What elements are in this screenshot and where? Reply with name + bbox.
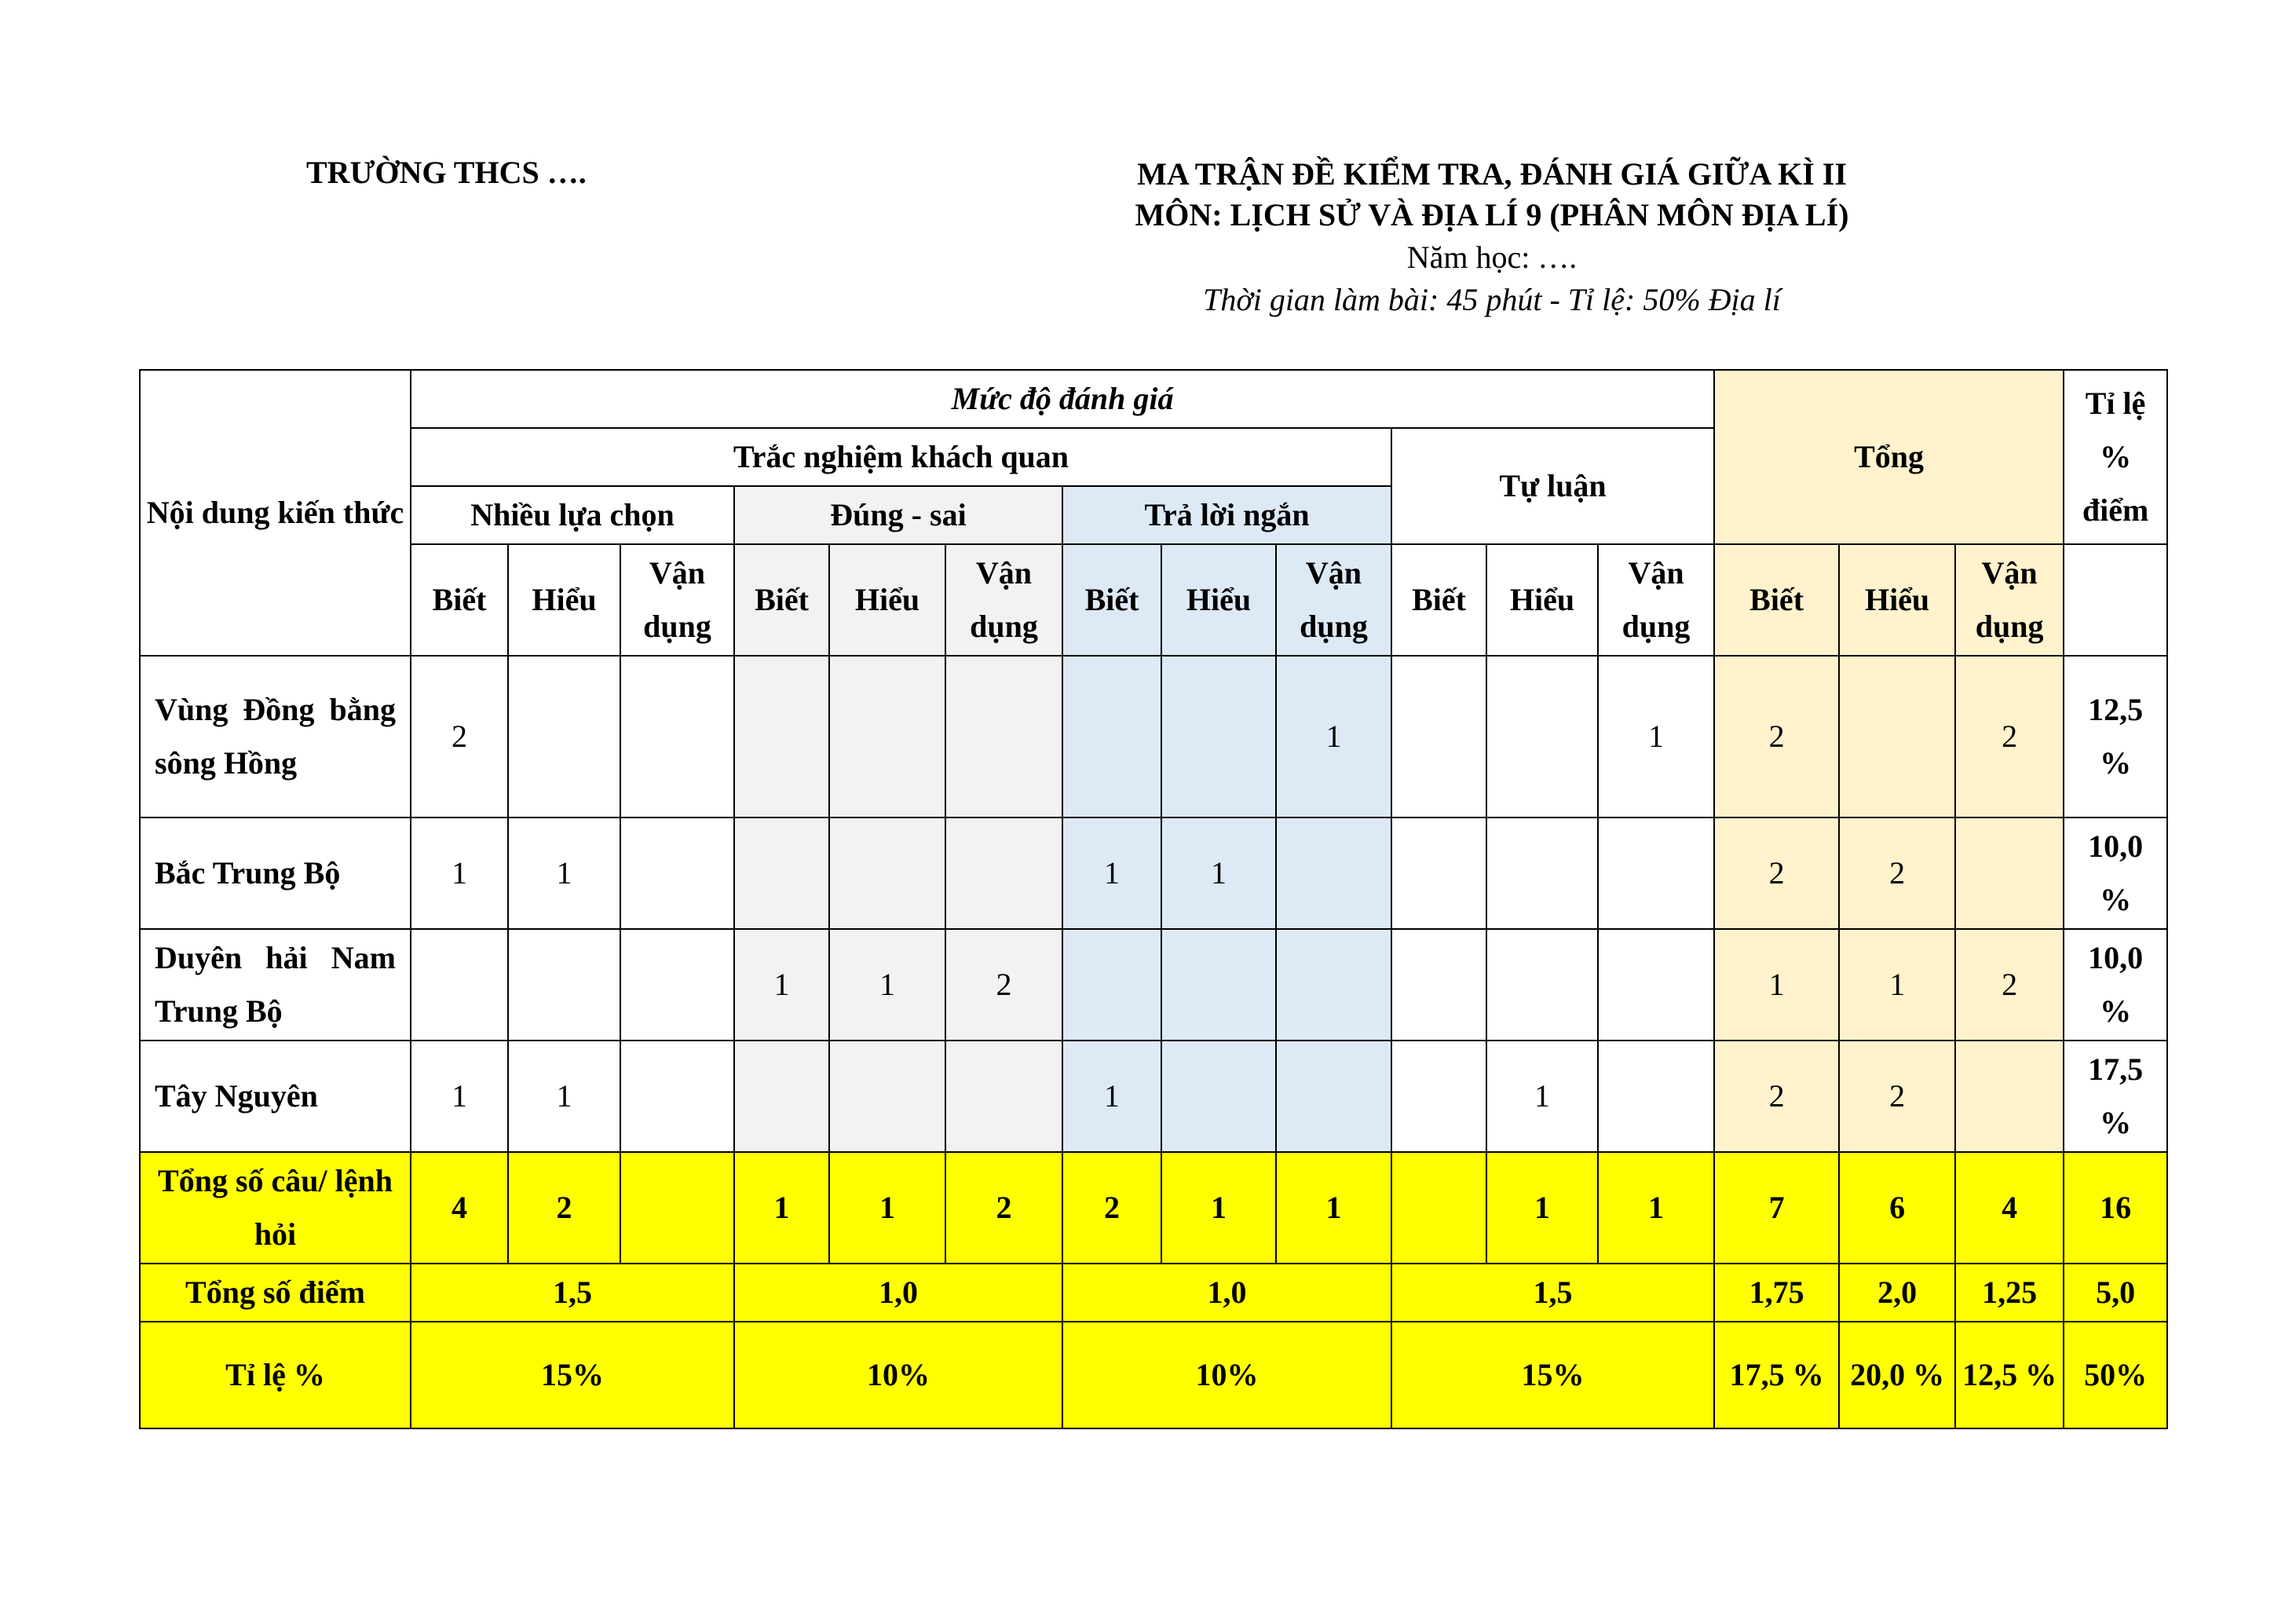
level-cell: Vận dụng	[1276, 544, 1391, 656]
value-cell: 1	[1276, 656, 1391, 817]
ratio-cell: 12,5 %	[2064, 656, 2167, 817]
level-cell: Vận dụng	[1955, 544, 2064, 656]
percent-ratio: 50%	[2064, 1322, 2167, 1428]
header-row-1	[140, 370, 2167, 428]
value-cell	[620, 1041, 734, 1152]
level-cell: Vận dụng	[945, 544, 1062, 656]
value-cell: 2	[1714, 1041, 1839, 1152]
sum-questions-row	[140, 1152, 2167, 1264]
assessment-matrix-table	[139, 369, 2168, 1429]
sum-ratio-cell: 16	[2064, 1152, 2167, 1264]
sum-cell: 2	[1062, 1152, 1161, 1264]
value-cell	[620, 817, 734, 929]
sum-cell: 7	[1714, 1152, 1839, 1264]
school-year: Năm học: ….	[1406, 240, 1578, 275]
percent-total-hieu: 20,0 %	[1839, 1322, 1955, 1428]
value-cell	[620, 656, 734, 817]
value-cell: 1	[1839, 929, 1955, 1041]
value-cell	[1161, 656, 1276, 817]
value-cell	[1276, 1041, 1391, 1152]
value-cell: 1	[1598, 656, 1714, 817]
value-cell	[1598, 817, 1714, 929]
value-cell: 2	[1714, 817, 1839, 929]
value-cell	[1062, 656, 1161, 817]
value-cell: 1	[1486, 1041, 1598, 1152]
sum-cell: 1	[734, 1152, 829, 1264]
value-cell	[1955, 1041, 2064, 1152]
table-row	[140, 817, 2167, 929]
sum-cell: 4	[1955, 1152, 2064, 1264]
value-cell	[1161, 1041, 1276, 1152]
percent-short: 10%	[1062, 1322, 1391, 1428]
sum-cell: 2	[508, 1152, 620, 1264]
sum-points-row	[140, 1264, 2167, 1322]
value-cell	[1955, 817, 2064, 929]
points-truefalse: 1,0	[734, 1264, 1062, 1322]
sum-cell: 2	[945, 1152, 1062, 1264]
sum-cell: 1	[1276, 1152, 1391, 1264]
value-cell: 1	[1062, 817, 1161, 929]
document-header	[1013, 154, 1971, 320]
percent-essay: 15%	[1391, 1322, 1714, 1428]
value-cell	[1486, 817, 1598, 929]
sum-cell	[620, 1152, 734, 1264]
value-cell: 2	[1955, 929, 2064, 1041]
sum-cell: 4	[411, 1152, 508, 1264]
value-cell	[411, 929, 508, 1041]
value-cell: 2	[1839, 817, 1955, 929]
sum-cell	[1391, 1152, 1486, 1264]
value-cell: 2	[945, 929, 1062, 1041]
value-cell: 1	[829, 929, 945, 1041]
value-cell	[829, 656, 945, 817]
sum-cell: 6	[1839, 1152, 1955, 1264]
value-cell	[1486, 656, 1598, 817]
value-cell	[1161, 929, 1276, 1041]
value-cell	[1391, 656, 1486, 817]
table-row	[140, 929, 2167, 1041]
title-line-1: MA TRẬN ĐỀ KIỂM TRA, ĐÁNH GIÁ GIỮA KÌ II	[1137, 156, 1847, 192]
points-total-vandung: 1,25	[1955, 1264, 2064, 1322]
topic-cell: Duyên hải Nam Trung Bộ	[140, 929, 411, 1041]
header-content: Nội dung kiến thức	[140, 370, 411, 656]
ratio-cell: 10,0 %	[2064, 929, 2167, 1041]
points-short: 1,0	[1062, 1264, 1391, 1322]
percent-multi: 15%	[411, 1322, 734, 1428]
value-cell	[734, 656, 829, 817]
value-cell: 1	[1062, 1041, 1161, 1152]
value-cell	[945, 1041, 1062, 1152]
percent-truefalse: 10%	[734, 1322, 1062, 1428]
value-cell: 1	[508, 817, 620, 929]
sum-cell: 1	[1161, 1152, 1276, 1264]
header-objective: Trắc nghiệm khách quan	[411, 428, 1391, 486]
points-multi: 1,5	[411, 1264, 734, 1322]
value-cell: 1	[734, 929, 829, 1041]
value-cell	[1486, 929, 1598, 1041]
level-cell: Biết	[734, 544, 829, 656]
points-ratio: 5,0	[2064, 1264, 2167, 1322]
empty-cell	[2064, 544, 2167, 656]
value-cell	[945, 656, 1062, 817]
value-cell: 1	[1714, 929, 1839, 1041]
level-cell: Hiểu	[1486, 544, 1598, 656]
points-essay: 1,5	[1391, 1264, 1714, 1322]
level-cell: Vận dụng	[620, 544, 734, 656]
value-cell	[1391, 929, 1486, 1041]
value-cell	[508, 929, 620, 1041]
sum-questions-label: Tổng số câu/ lệnh hỏi	[140, 1152, 411, 1264]
sum-cell: 1	[829, 1152, 945, 1264]
sum-cell: 1	[1598, 1152, 1714, 1264]
value-cell	[734, 817, 829, 929]
points-total-biet: 1,75	[1714, 1264, 1839, 1322]
value-cell	[829, 1041, 945, 1152]
percent-total-vandung: 12,5 %	[1955, 1322, 2064, 1428]
header-ratio: Tỉ lệ % điểm	[2064, 370, 2167, 544]
value-cell: 2	[1955, 656, 2064, 817]
value-cell	[829, 817, 945, 929]
value-cell: 2	[1839, 1041, 1955, 1152]
level-cell: Hiểu	[829, 544, 945, 656]
value-cell: 1	[411, 1041, 508, 1152]
value-cell	[508, 656, 620, 817]
level-cell: Hiểu	[1839, 544, 1955, 656]
value-cell	[1839, 656, 1955, 817]
value-cell	[945, 817, 1062, 929]
sum-points-label: Tổng số điểm	[140, 1264, 411, 1322]
value-cell	[1598, 1041, 1714, 1152]
header-true-false: Đúng - sai	[734, 486, 1062, 544]
header-essay: Tự luận	[1391, 428, 1714, 544]
level-cell: Biết	[411, 544, 508, 656]
value-cell	[620, 929, 734, 1041]
header-total: Tổng	[1714, 370, 2064, 544]
level-cell: Hiểu	[508, 544, 620, 656]
header-short-answer: Trả lời ngắn	[1062, 486, 1391, 544]
duration-ratio: Thời gian làm bài: 45 phút - Tỉ lệ: 50% Địa lí	[1203, 282, 1781, 317]
value-cell: 1	[1161, 817, 1276, 929]
value-cell	[1062, 929, 1161, 1041]
table-row	[140, 1041, 2167, 1152]
level-cell: Vận dụng	[1598, 544, 1714, 656]
level-cell: Hiểu	[1161, 544, 1276, 656]
value-cell	[1276, 929, 1391, 1041]
header-multi-choice: Nhiều lựa chọn	[411, 486, 734, 544]
topic-cell: Vùng Đồng bằng sông Hồng	[140, 656, 411, 817]
table-row	[140, 656, 2167, 817]
value-cell	[1391, 1041, 1486, 1152]
percent-row	[140, 1322, 2167, 1428]
ratio-cell: 17,5 %	[2064, 1041, 2167, 1152]
ratio-cell: 10,0 %	[2064, 817, 2167, 929]
value-cell: 1	[411, 817, 508, 929]
value-cell	[1391, 817, 1486, 929]
level-cell: Biết	[1062, 544, 1161, 656]
header-level: Mức độ đánh giá	[411, 370, 1714, 428]
percent-total-biet: 17,5 %	[1714, 1322, 1839, 1428]
percent-label: Tỉ lệ %	[140, 1322, 411, 1428]
value-cell	[1598, 929, 1714, 1041]
sum-cell: 1	[1486, 1152, 1598, 1264]
value-cell	[734, 1041, 829, 1152]
topic-cell: Bắc Trung Bộ	[140, 817, 411, 929]
level-cell: Biết	[1391, 544, 1486, 656]
value-cell	[1276, 817, 1391, 929]
title-line-2: MÔN: LỊCH SỬ VÀ ĐỊA LÍ 9 (PHÂN MÔN ĐỊA LÍ)	[1135, 197, 1849, 232]
level-cell: Biết	[1714, 544, 1839, 656]
value-cell: 1	[508, 1041, 620, 1152]
header-row-levels	[140, 544, 2167, 656]
topic-cell: Tây Nguyên	[140, 1041, 411, 1152]
points-total-hieu: 2,0	[1839, 1264, 1955, 1322]
value-cell: 2	[411, 656, 508, 817]
school-name: TRƯỜNG THCS ….	[306, 155, 587, 190]
value-cell: 2	[1714, 656, 1839, 817]
